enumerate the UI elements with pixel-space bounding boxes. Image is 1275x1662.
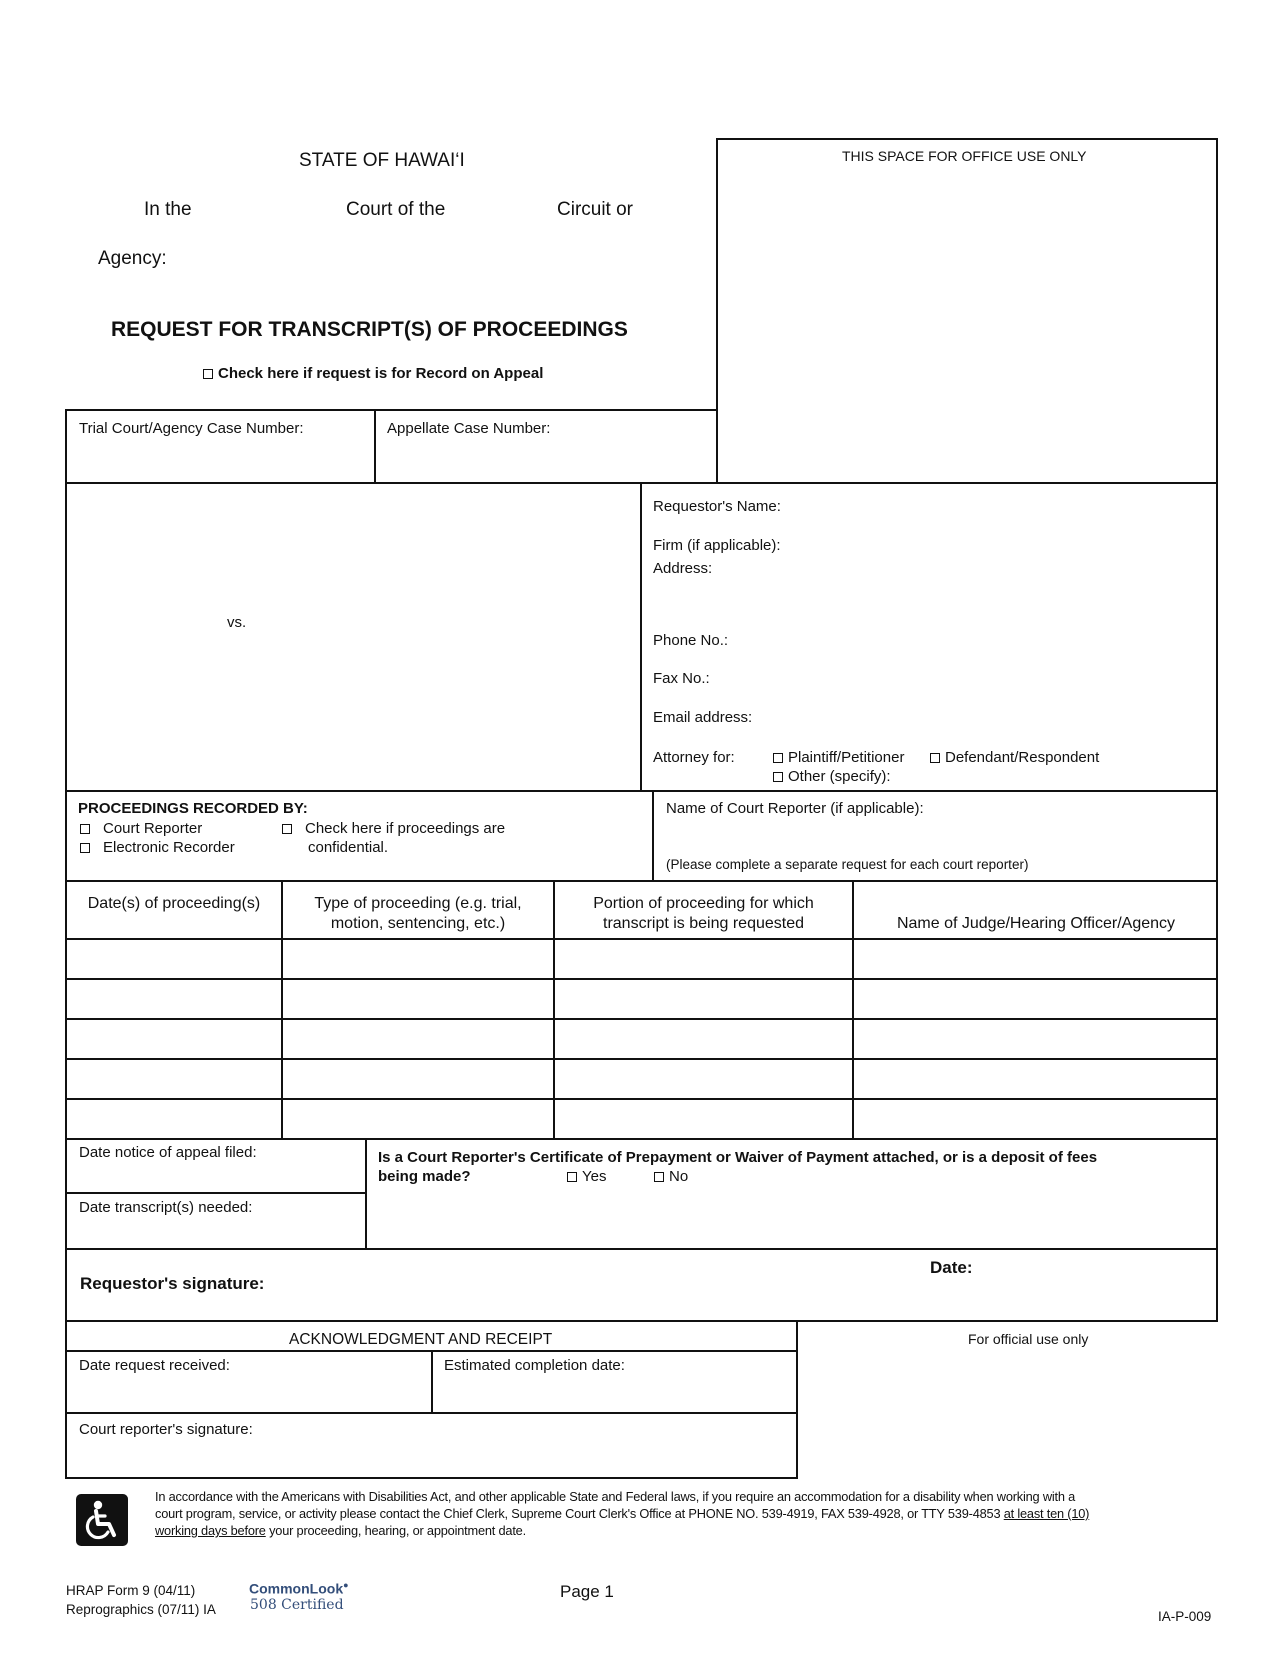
plaintiff-option[interactable]: Plaintiff/Petitioner [773, 749, 904, 766]
record-on-appeal-checkbox[interactable] [203, 369, 213, 379]
table-cell-type-5[interactable] [286, 1106, 552, 1136]
in-the-label: In the [144, 199, 192, 220]
plaintiff-name-field[interactable] [80, 500, 629, 526]
table-cell-judge-1[interactable] [857, 946, 1216, 974]
no-checkbox[interactable] [654, 1172, 664, 1182]
firm-field[interactable] [800, 533, 1204, 557]
court-reporter-name-label: Name of Court Reporter (if applicable): [666, 800, 924, 817]
commonlook-logo: CommonLook● [249, 1580, 349, 1597]
notice-of-appeal-label: Date notice of appeal filed: [79, 1144, 257, 1161]
requestor-signature-label: Requestor's signature: [80, 1274, 265, 1293]
table-cell-type-1[interactable] [286, 946, 552, 974]
requestor-name-label: Requestor's Name: [653, 498, 781, 515]
confidential-checkbox[interactable] [282, 824, 292, 834]
state-title: STATE OF HAWAI‘I [299, 150, 465, 171]
requestor-name-field[interactable] [800, 494, 1204, 518]
court-reporter-option[interactable]: Court Reporter [80, 820, 202, 837]
electronic-recorder-option[interactable]: Electronic Recorder [80, 839, 235, 856]
other-option[interactable]: Other (specify): [773, 768, 891, 785]
table-cell-date-3[interactable] [70, 1026, 280, 1054]
yes-option[interactable]: Yes [567, 1168, 606, 1185]
office-use-label: THIS SPACE FOR OFFICE USE ONLY [842, 148, 1087, 164]
office-use-box [716, 138, 1218, 484]
col-type-header-1: Type of proceeding (e.g. trial, [314, 895, 522, 912]
table-cell-portion-2[interactable] [558, 986, 852, 1014]
wheelchair-icon [76, 1494, 128, 1546]
col-dates-header: Date(s) of proceeding(s) [87, 895, 261, 912]
prepayment-question-cont: being made? [378, 1168, 471, 1185]
no-option[interactable]: No [654, 1168, 688, 1185]
table-cell-date-5[interactable] [70, 1106, 280, 1136]
table-cell-portion-4[interactable] [558, 1066, 852, 1094]
defendant-option[interactable]: Defendant/Respondent [930, 749, 1099, 766]
trial-case-number-label: Trial Court/Agency Case Number: [79, 420, 304, 437]
plaintiff-checkbox[interactable] [773, 753, 783, 763]
prepayment-question: Is a Court Reporter's Certificate of Prepayment or Waiver of Payment attached, or is a deposit of fees [378, 1149, 1098, 1166]
firm-label: Firm (if applicable): [653, 537, 781, 554]
ada-notice-line1: In accordance with the Americans with Disabilities Act, and other applicable State and Federal laws, if you require an accommodation for a disability when working with a [155, 1489, 1076, 1504]
table-cell-judge-3[interactable] [857, 1026, 1216, 1054]
table-cell-portion-5[interactable] [558, 1106, 852, 1136]
date-received-field[interactable] [79, 1380, 428, 1406]
col-portion-header-1: Portion of proceeding for which [593, 895, 814, 912]
table-cell-type-4[interactable] [286, 1066, 552, 1094]
email-field[interactable] [770, 705, 1204, 729]
circuit-number-field[interactable] [460, 199, 556, 223]
estimated-completion-label: Estimated completion date: [444, 1357, 625, 1374]
reporter-signature-field[interactable] [79, 1443, 793, 1471]
other-specify-field[interactable] [910, 765, 1204, 787]
form-code: IA-P-009 [1158, 1609, 1212, 1624]
record-on-appeal-option[interactable]: Check here if request is for Record on Appeal [203, 365, 543, 382]
vs-label: vs. [227, 614, 247, 631]
date-received-label: Date request received: [79, 1357, 230, 1374]
fax-field[interactable] [725, 666, 1204, 690]
table-cell-judge-2[interactable] [857, 986, 1216, 1014]
table-cell-portion-1[interactable] [558, 946, 852, 974]
table-cell-portion-3[interactable] [558, 1026, 852, 1054]
electronic-recorder-checkbox[interactable] [80, 843, 90, 853]
table-cell-date-1[interactable] [70, 946, 280, 974]
court-reporter-note: (Please complete a separate request for each court reporter) [666, 857, 1029, 872]
acknowledgment-heading: ACKNOWLEDGMENT AND RECEIPT [289, 1331, 553, 1348]
table-cell-date-2[interactable] [70, 986, 280, 1014]
email-label: Email address: [653, 709, 753, 726]
appellate-case-number-label: Appellate Case Number: [387, 420, 551, 437]
reprographics-code: Reprographics (07/11) IA [66, 1602, 216, 1617]
attorney-for-label: Attorney for: [653, 749, 735, 766]
table-cell-judge-5[interactable] [857, 1106, 1216, 1136]
requestor-signature-field[interactable] [275, 1272, 879, 1300]
table-cell-judge-4[interactable] [857, 1066, 1216, 1094]
confidential-text: confidential. [308, 839, 389, 856]
court-reporter-name-field[interactable] [666, 822, 1210, 846]
form-title: REQUEST FOR TRANSCRIPT(S) OF PROCEEDINGS [111, 318, 628, 341]
circuit-or-label: Circuit or [557, 199, 634, 220]
table-cell-date-4[interactable] [70, 1066, 280, 1094]
col-type-header-2: motion, sentencing, etc.) [330, 915, 506, 932]
ada-notice-line3: working days before your proceeding, hearing, or appointment date. [155, 1523, 526, 1538]
defendant-name-field[interactable] [80, 700, 629, 726]
signature-date-label: Date: [930, 1258, 973, 1277]
col-portion-header-2: transcript is being requested [603, 915, 804, 932]
col-judge-header: Name of Judge/Hearing Officer/Agency [896, 915, 1176, 932]
court-of-the-label: Court of the [346, 199, 446, 220]
phone-field[interactable] [745, 628, 1204, 652]
address-label: Address: [653, 560, 713, 577]
transcript-needed-label: Date transcript(s) needed: [79, 1199, 253, 1216]
notice-of-appeal-field[interactable] [79, 1164, 363, 1188]
agency-field[interactable] [180, 248, 689, 272]
recorded-by-heading: PROCEEDINGS RECORDED BY: [78, 800, 308, 817]
official-use-label: For official use only [968, 1331, 1089, 1347]
page-number: Page 1 [560, 1582, 614, 1601]
court-reporter-checkbox[interactable] [80, 824, 90, 834]
table-cell-type-2[interactable] [286, 986, 552, 1014]
form-number: HRAP Form 9 (04/11) [66, 1583, 196, 1598]
estimated-completion-field[interactable] [444, 1380, 793, 1406]
transcript-needed-field[interactable] [79, 1220, 363, 1244]
agency-label: Agency: [98, 248, 167, 269]
confidential-option[interactable]: Check here if proceedings are [282, 820, 505, 837]
508-certified-label: 508 Certified [250, 1597, 344, 1613]
address-field[interactable] [730, 557, 1204, 581]
fax-label: Fax No.: [653, 670, 710, 687]
trial-case-number-field[interactable] [79, 444, 368, 470]
ada-notice-line2: court program, service, or activity please contact the Chief Clerk, Supreme Court Clerk's Office at PHONE NO. 539-4919, FAX 539-4928, or TTY 539-4853 at least ten (10) [155, 1506, 1090, 1521]
court-type-field[interactable] [202, 199, 344, 223]
signature-date-field[interactable] [985, 1256, 1209, 1282]
table-cell-type-3[interactable] [286, 1026, 552, 1054]
reporter-signature-label: Court reporter's signature: [79, 1421, 253, 1438]
phone-label: Phone No.: [653, 632, 729, 649]
yes-checkbox[interactable] [567, 1172, 577, 1182]
defendant-checkbox[interactable] [930, 753, 940, 763]
other-checkbox[interactable] [773, 772, 783, 782]
appellate-case-number-field[interactable] [387, 444, 711, 470]
